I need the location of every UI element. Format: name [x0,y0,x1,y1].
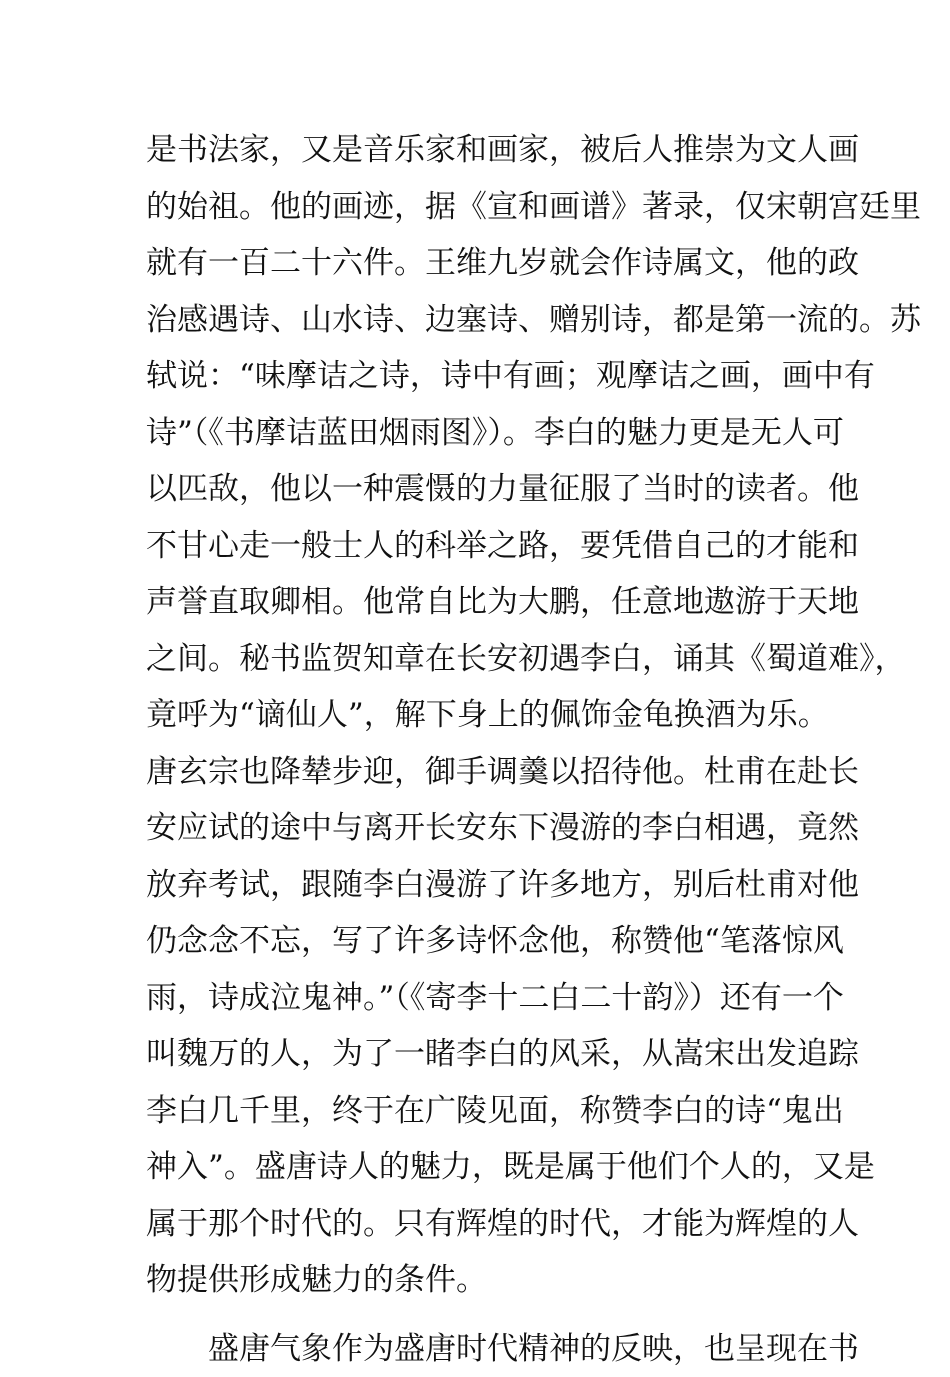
paragraph-line: 唐玄宗也降辇步迎，御手调羹以招待他。杜甫在赴长 [146,744,816,801]
paragraph-line: 声誉直取卿相。他常自比为大鹏，任意地遨游于天地 [146,574,816,631]
paragraph-line: 之间。秘书监贺知章在长安初遇李白，诵其《蜀道难》， [146,631,816,688]
paragraph-line: 神入”。盛唐诗人的魅力，既是属于他们个人的，又是 [146,1139,816,1196]
paragraph-line: 雨，诗成泣鬼神。”（《寄李十二白二十韵》）还有一个 [146,970,816,1027]
paragraph-line: 治感遇诗、山水诗、边塞诗、赠别诗，都是第一流的。苏 [146,292,816,349]
paragraph-line: 就有一百二十六件。王维九岁就会作诗属文，他的政 [146,235,816,292]
paragraph-line: 的始祖。他的画迹，据《宣和画谱》著录，仅宋朝宫廷里 [146,179,816,236]
paragraph-line: 诗”（《书摩诘蓝田烟雨图》）。李白的魅力更是无人可 [146,405,816,462]
paragraph-line: 物提供形成魅力的条件。 [146,1252,816,1309]
body-text [146,122,816,1377]
paragraph-line: 仍念念不忘，写了许多诗怀念他，称赞他“笔落惊风 [146,913,816,970]
paragraph-line: 是书法家，又是音乐家和画家，被后人推崇为文人画 [146,122,816,179]
paragraph-line: 盛唐气象作为盛唐时代精神的反映，也呈现在书 [146,1321,816,1377]
paragraph-line: 属于那个时代的。只有辉煌的时代，才能为辉煌的人 [146,1196,816,1253]
paragraph-line: 安应试的途中与离开长安东下漫游的李白相遇，竟然 [146,800,816,857]
paragraph-line: 叫魏万的人，为了一睹李白的风采，从嵩宋出发追踪 [146,1026,816,1083]
paragraph-line: 竟呼为“谪仙人”，解下身上的佩饰金龟换酒为乐。 [146,687,816,744]
paragraph-line: 不甘心走一般士人的科举之路，要凭借自己的才能和 [146,518,816,575]
paragraph-gap [146,1309,816,1321]
paragraph-line: 李白几千里，终于在广陵见面，称赞李白的诗“鬼出 [146,1083,816,1140]
paragraph-line: 轼说：“味摩诘之诗，诗中有画；观摩诘之画，画中有 [146,348,816,405]
paragraph-line: 以匹敌，他以一种震慑的力量征服了当时的读者。他 [146,461,816,518]
paragraph-line: 放弃考试，跟随李白漫游了许多地方，别后杜甫对他 [146,857,816,914]
